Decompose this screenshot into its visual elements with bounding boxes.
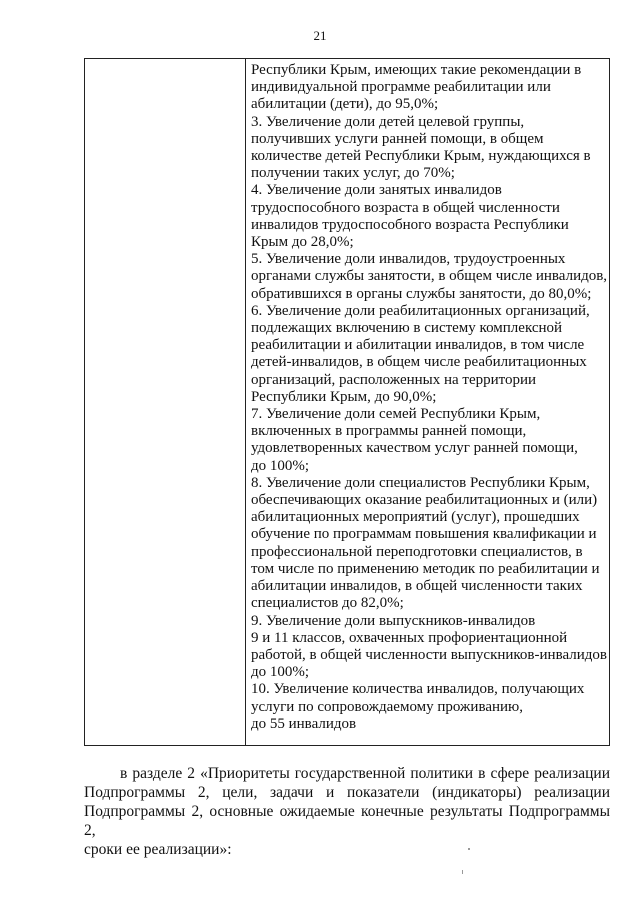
table-left-cell (85, 59, 246, 745)
table-text-line: реабилитации и абилитации инвалидов, в том числе (251, 337, 585, 354)
table-text-line: 10. Увеличение количества инвалидов, получающих (251, 681, 585, 698)
table-text-line: 8. Увеличение доли специалистов Республики Крым, (251, 474, 590, 491)
table-text-line: 7. Увеличение доли семей Республики Крым, (251, 406, 541, 423)
table-text-line: 9. Увеличение доли выпускников-инвалидов (251, 612, 536, 629)
table-text-line: удовлетворенных качеством услуг ранней помощи, (251, 440, 578, 457)
table-text-line: специалистов до 82,0%; (251, 595, 404, 612)
table-text-line: Республики Крым, имеющих такие рекомендации в (251, 62, 582, 78)
table-text-line: 9 и 11 классов, охваченных профориентационной (251, 629, 568, 646)
table-text-line: 6. Увеличение доли реабилитационных организаций, (251, 302, 590, 319)
indicators-table (84, 58, 610, 746)
scan-speck (468, 848, 470, 850)
table-text-line: обеспечивающих оказание реабилитационных и (или) (251, 492, 598, 509)
table-text-line: органами службы занятости, в общем числе инвалидов, (251, 268, 608, 285)
table-text-line: количестве детей Республики Крым, нуждающихся в (251, 148, 591, 165)
table-text-line: том числе по применению методик по реабилитации и (251, 560, 600, 577)
table-text-line: Крым до 28,0%; (251, 234, 354, 251)
table-text-line: включенных в программы ранней помощи, (251, 423, 527, 440)
table-text-line: абилитации инвалидов, в общей численности таких (251, 578, 583, 595)
table-text-line: инвалидов трудоспособного возраста Республики (251, 216, 569, 233)
table-text-line: 4. Увеличение доли занятых инвалидов (251, 182, 502, 199)
table-text-line: 5. Увеличение доли инвалидов, трудоустроенных (251, 251, 566, 268)
table-text-line: обучение по программам повышения квалификации и (251, 526, 597, 543)
table-text-line: получивших услуги ранней помощи, в общем (251, 130, 544, 147)
table-text-line: детей-инвалидов, в общем числе реабилитационных (251, 354, 587, 371)
table-text-line: получении таких услуг, до 70%; (251, 165, 455, 182)
table-text-line: профессиональной переподготовки специалистов, в (251, 543, 583, 560)
table-text-line: до 55 инвалидов (251, 715, 357, 732)
table-text-line: обратившихся в органы службы занятости, до 80,0%; (251, 285, 592, 302)
paragraph-line: сроки ее реализации»: (84, 841, 232, 858)
table-text-line: 3. Увеличение доли детей целевой группы, (251, 113, 525, 130)
section-paragraph (84, 764, 610, 859)
table-right-cell (246, 59, 609, 745)
table-text-line: индивидуальной программе реабилитации или (251, 79, 551, 96)
table-text-line: абилитационных мероприятий (услуг), прошедших (251, 509, 580, 526)
table-text-line: до 100%; (251, 457, 310, 474)
paragraph-line: в разделе 2 «Приоритеты государственной политики в сфере реализации (120, 765, 610, 782)
paragraph-line: Подпрограммы 2, основные ожидаемые конечные результаты Подпрограммы 2, (84, 803, 610, 839)
paragraph-line: Подпрограммы 2, цели, задачи и показатели (индикаторы) реализации (84, 784, 610, 801)
table-text-line: трудоспособного возраста в общей численности (251, 199, 560, 216)
table-text-line: Республики Крым, до 90,0%; (251, 388, 437, 405)
table-text-line: работой, в общей численности выпускников-инвалидов (251, 646, 607, 663)
table-text-line: подлежащих включению в систему комплексной (251, 320, 563, 337)
table-text-line: услуги по сопровождаемому проживанию, (251, 698, 523, 715)
scan-speck (462, 870, 463, 874)
table-text-line: до 100%; (251, 664, 310, 681)
table-text-line: организаций, расположенных на территории (251, 371, 537, 388)
page-number: 21 (313, 28, 327, 43)
table-text-line: абилитации (дети), до 95,0%; (251, 96, 439, 113)
